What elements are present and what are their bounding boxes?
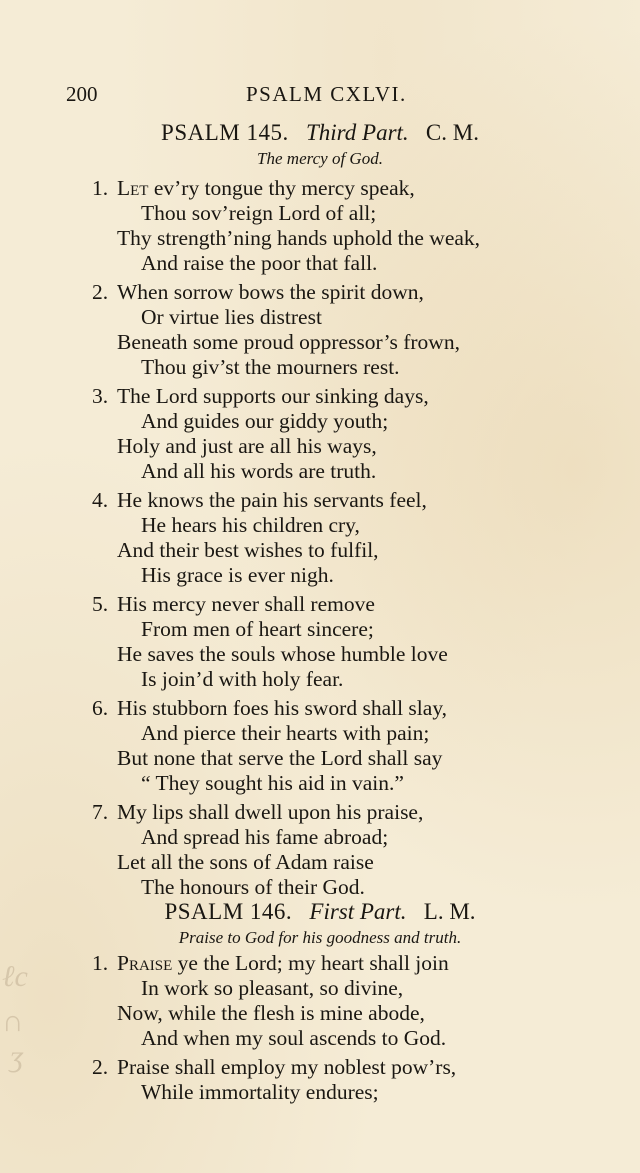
verse-line: [117, 1001, 425, 1026]
verse-number: 3.: [92, 384, 109, 408]
verse-text: Is join’d with holy fear.: [141, 667, 344, 691]
verse-text: The honours of their God.: [141, 875, 365, 899]
verse-line: [92, 592, 375, 617]
verse-line: [117, 226, 480, 251]
verse-text: And guides our giddy youth;: [141, 409, 389, 433]
verse-number: 1.: [92, 176, 109, 200]
verse-first-word: Let: [117, 176, 149, 200]
verse-text: And raise the poor that fall.: [141, 251, 378, 275]
verse-number: 6.: [92, 696, 109, 720]
bleed-through-mark: ∩: [2, 1005, 24, 1038]
verse-line: [117, 642, 448, 667]
verse-text: His grace is ever nigh.: [141, 563, 334, 587]
verse-text: ye the Lord; my heart shall join: [177, 951, 449, 975]
verse-line: [141, 201, 376, 226]
verse-line: [117, 434, 377, 459]
verse-number: 7.: [92, 800, 109, 824]
verse-line: [141, 563, 334, 588]
page-number: 200: [66, 82, 98, 106]
verse-text: The Lord supports our sinking days,: [117, 384, 429, 408]
verse-text: And pierce their hearts with pain;: [141, 721, 430, 745]
verse-text: And their best wishes to fulfil,: [117, 538, 379, 562]
verse-text: And when my soul ascends to God.: [141, 1026, 447, 1050]
verse-line: [141, 1026, 446, 1051]
verse-text: Let all the sons of Adam raise: [117, 850, 374, 874]
verse-text: Holy and just are all his ways,: [117, 434, 377, 458]
verse-line: [92, 951, 449, 976]
verse-line: [92, 280, 424, 305]
verse-text: Or virtue lies distrest: [141, 305, 322, 329]
verse-line: [141, 459, 376, 484]
verse-line: [141, 825, 388, 850]
verse-text: He hears his children cry,: [141, 513, 360, 537]
bleed-through-mark: ℓc: [2, 960, 28, 993]
verse-line: [117, 746, 442, 771]
verse-line: [141, 251, 377, 276]
verse-text: He knows the pain his servants feel,: [117, 488, 427, 512]
verse-line: [117, 850, 374, 875]
verse-text: In work so pleasant, so divine,: [141, 976, 404, 1000]
verse-line: [141, 305, 322, 330]
verse-line: [92, 1055, 457, 1080]
running-head: [66, 82, 566, 108]
verse-text: Now, while the flesh is mine abode,: [117, 1001, 425, 1025]
psalm-146-subtitle: Praise to God for his goodness and truth.: [178, 928, 462, 947]
verse-text: Praise shall employ my noblest pow’rs,: [117, 1055, 457, 1079]
verse-number: 2.: [92, 280, 109, 304]
verse-line: [141, 771, 404, 796]
verse-number: 2.: [92, 1055, 109, 1079]
verse-line: [141, 617, 374, 642]
verse-text: He saves the souls whose humble love: [117, 642, 448, 666]
verse-line: [141, 513, 360, 538]
verse-text: And spread his fame abroad;: [141, 825, 389, 849]
verse-line: [141, 721, 429, 746]
psalm-145-heading: [0, 118, 640, 170]
verse-text: “ They sought his aid in vain.”: [141, 771, 404, 795]
verse-line: [92, 384, 429, 409]
psalm-146-title: PSALM 146. First Part. L. M.: [164, 899, 476, 924]
verse-line: [141, 355, 400, 380]
running-title: PSALM CXLVI.: [246, 82, 407, 106]
verse-text: And all his words are truth.: [141, 459, 377, 483]
verse-line: [92, 800, 424, 825]
verse-line: [141, 409, 388, 434]
bleed-through-mark: ʒ: [10, 1040, 24, 1073]
verse-number: 5.: [92, 592, 109, 616]
verse-line: [92, 488, 427, 513]
verse-text: While immortality endures;: [141, 1080, 379, 1104]
verse-text: ev’ry tongue thy mercy speak,: [153, 176, 415, 200]
verse-number: 4.: [92, 488, 109, 512]
verse-line: [117, 538, 379, 563]
verse-line: [141, 976, 403, 1001]
verse-line: [92, 176, 415, 201]
verse-text: When sorrow bows the spirit down,: [117, 280, 424, 304]
verse-text: But none that serve the Lord shall say: [117, 746, 443, 770]
psalm-146-heading: [0, 897, 640, 949]
verse-text: From men of heart sincere;: [141, 617, 374, 641]
verse-text: Thou sov’reign Lord of all;: [141, 201, 377, 225]
verse-text: Thou giv’st the mourners rest.: [141, 355, 400, 379]
verse-line: [92, 696, 448, 721]
verse-number: 1.: [92, 951, 109, 975]
verse-text: My lips shall dwell upon his praise,: [117, 800, 424, 824]
verse-first-word: Praise: [117, 951, 173, 975]
verse-text: Beneath some proud oppressor’s frown,: [117, 330, 460, 354]
psalm-145-subtitle: The mercy of God.: [257, 149, 383, 168]
psalm-145-title: PSALM 145. Third Part. C. M.: [161, 120, 479, 145]
verse-line: [141, 1080, 379, 1105]
verse-line: [141, 667, 343, 692]
verse-text: His stubborn foes his sword shall slay,: [117, 696, 448, 720]
verse-text: Thy strength’ning hands uphold the weak,: [117, 226, 481, 250]
verse-line: [117, 330, 460, 355]
verse-text: His mercy never shall remove: [117, 592, 375, 616]
